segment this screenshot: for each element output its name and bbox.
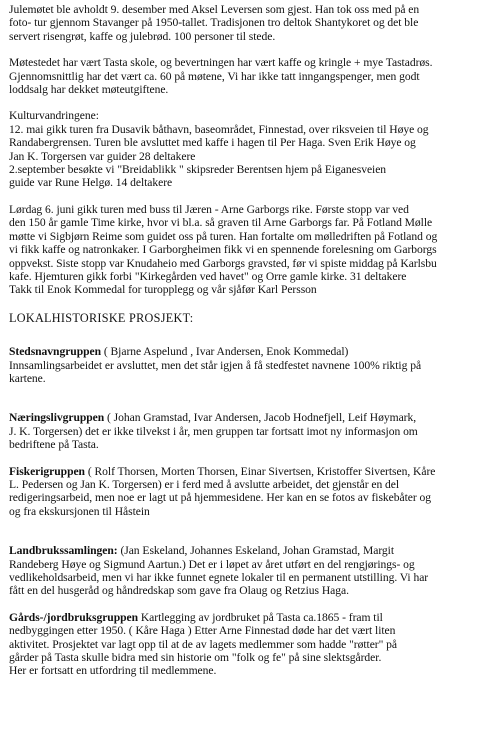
text-line: Innsamlingsarbeidet er avsluttet, men det står igjen å få stedfestet navnene 100% riktig på <box>9 358 422 372</box>
text-line: servert risengrøt, kaffe og julebrød. 100 personer til stede. <box>9 29 276 43</box>
paragraph-kulturvandringer <box>9 109 497 189</box>
text-line: J. K. Torgersen) det er ikke tilvekst i år, men gruppen tar fortsatt imot ny informasjon om <box>9 424 418 438</box>
project-fiskeri <box>9 465 497 519</box>
text-line: redigeringsarbeid, men noe er lagt ut på hjemmesidene. Her kan en se fotos av fiskebåter og <box>9 491 432 505</box>
project-gard-jordbruk <box>9 611 497 678</box>
group-members: (Jan Eskeland, Johannes Eskeland, Johan Gramstad, Margit <box>117 544 395 558</box>
text-line: fått en del husgeråd og håndredskap som gave fra Olaug og Retzius Haga. <box>9 584 349 598</box>
text-line: oppvekst. Siste stopp var Knudaheio med Garborgs gravsted, før vi spiste middag på Karlsbu <box>9 256 437 270</box>
text-line: Her er fortsatt en utfordring til medlemmene. <box>9 664 217 678</box>
section-heading: LOKALHISTORISKE PROSJEKT: <box>9 310 194 325</box>
text-line <box>9 544 497 557</box>
text-line: kartene. <box>9 371 46 385</box>
text-line: Jan K. Torgersen var guider 28 deltakere <box>9 149 196 163</box>
text-line: Randeberg Høye og Sigmund Aartun.) Det er i løpet av året utført en del rengjørings- og <box>9 557 415 571</box>
text-line: Kulturvandringene: <box>9 109 99 123</box>
text-line: bedriftene på Tasta. <box>9 438 99 452</box>
text-line: Møtestedet har vært Tasta skole, og bevertningen har vært kaffe og kringle + mye Tastadrøs. <box>9 56 433 70</box>
project-stedsnavn <box>9 345 497 385</box>
text-line: den 150 år gamle Time kirke, hvor vi bl.a. så graven til Arne Garborgs far. På Fotland Mølle <box>9 216 433 230</box>
text-line: gårder på Tasta skulle bidra med sin historie om "folk og fe" på sine slektsgårder. <box>9 651 382 665</box>
text-line: møtte vi Sigbjørn Reime som guidet oss på turen. Han fortalte om mølledriften på Fotland og <box>9 229 438 243</box>
text-line: nedbyggingen etter 1950. ( Kåre Haga ) Etter Arne Finnestad døde har det vært liten <box>9 624 396 638</box>
text-line: guide var Rune Helgø. 14 deltakere <box>9 176 173 190</box>
paragraph-motested <box>9 56 497 96</box>
text-line <box>9 345 497 358</box>
text-line <box>9 611 497 624</box>
text-line: Lørdag 6. juni gikk turen med buss til Jæren - Arne Garborgs rike. Første stopp var ved <box>9 202 409 216</box>
group-name: Næringslivgruppen <box>9 411 105 425</box>
text-line: Takk til Enok Kommedal for turopplegg og vår sjåfør Karl Persson <box>9 283 317 297</box>
group-name: Landbrukssamlingen: <box>9 544 118 558</box>
group-name: Fiskerigruppen <box>9 464 85 478</box>
text-line: vi fikk kaffe og natronkaker. I Garborgheimen fikk vi en spennende forelesning om Garborgs <box>9 243 437 257</box>
group-members: ( Johan Gramstad, Ivar Andersen, Jacob Hodnefjell, Leif Høymark, <box>104 411 417 425</box>
text-line: Gjennomsnittlig har det vært ca. 60 på møtene, Vi har ikke tatt inngangspenger, men godt <box>9 69 420 83</box>
group-members: ( Bjarne Aspelund , Ivar Andersen, Enok Kommedal) <box>100 345 349 359</box>
text-line: loddsalg har dekket møteutgiftene. <box>9 83 169 97</box>
text-line: L. Pedersen og Jan K. Torgersen) er i ferd med å avslutte arbeidet, det gjenstår en del <box>9 477 400 491</box>
group-name: Stedsnavngruppen <box>9 345 101 359</box>
paragraph-jaeren-tur <box>9 203 497 297</box>
text-line: Julemøtet ble avholdt 9. desember med Aksel Leversen som gjest. Han tok oss med på en <box>9 3 420 16</box>
group-members: ( Rolf Thorsen, Morten Thorsen, Einar Sivertsen, Kristoffer Sivertsen, Kåre <box>84 464 436 478</box>
text-line <box>9 411 497 424</box>
text-line: aktivitet. Prosjektet var lagt opp til at de av lagets medlemmer som hadde "røtter" på <box>9 637 397 651</box>
text-line: Randabergrensen. Turen ble avsluttet med kaffe i hagen til Per Haga. Sven Erik Høye og <box>9 136 416 150</box>
group-members: Kartlegging av jordbruket på Tasta ca.1865 - fram til <box>138 610 383 624</box>
document-page <box>9 3 497 678</box>
text-line: 12. mai gikk turen fra Dusavik båthavn, baseområdet, Finnestad, over riksveien til Høye og <box>9 122 429 136</box>
paragraph-julemote <box>9 3 497 43</box>
project-naeringsliv <box>9 411 497 451</box>
group-name: Gårds-/jordbruksgruppen <box>9 610 138 624</box>
text-line: vedlikeholdsarbeid, men vi har ikke funnet egnete lokaler til en permanent utstilling. Vi har <box>9 571 429 584</box>
text-line: og fra ekskursjonen til Håstein <box>9 504 150 518</box>
text-line: foto- tur gjennom Stavanger på 1950-tallet. Tradisjonen tro deltok Shantykoret og det ble <box>9 16 419 30</box>
text-line: 2.september besøkte vi "Breidablikk " skipsreder Berentsen hjem på Eiganesveien <box>9 163 387 177</box>
project-landbruk <box>9 544 497 598</box>
text-line <box>9 465 497 478</box>
text-line: kafe. Hjemturen gikk forbi "Kirkegården ved havet" og Orre gamle kirke. 31 deltakere <box>9 269 407 283</box>
